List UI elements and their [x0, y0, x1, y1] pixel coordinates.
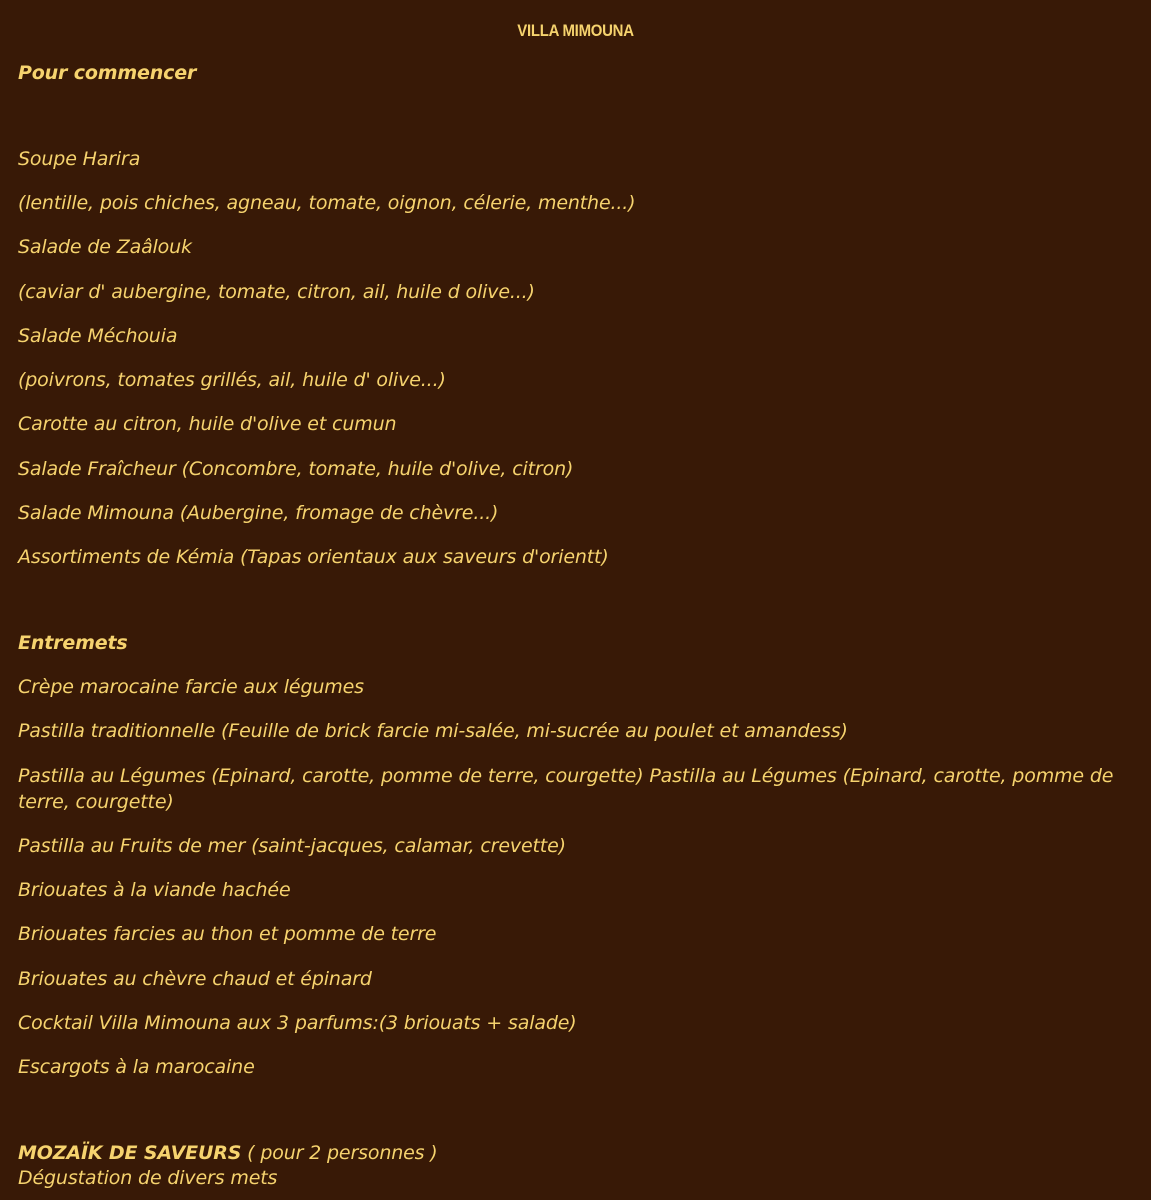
menu-item: Pastilla traditionnelle (Feuille de brick farcie mi-salée, mi-sucrée au poulet et amandess): [18, 720, 848, 742]
menu-item-description: (poivrons, tomates grillés, ail, huile d' olive...): [18, 369, 446, 391]
menu-item: Briouates au chèvre chaud et épinard: [18, 968, 372, 990]
menu-item: Salade Méchouia: [18, 325, 178, 347]
menu-item-description: (caviar d' aubergine, tomate, citron, ail, huile d olive...): [18, 281, 535, 303]
menu-item: Carotte au citron, huile d'olive et cumun: [18, 413, 397, 435]
menu-item: Pastilla au Fruits de mer (saint-jacques, calamar, crevette): [18, 835, 566, 857]
menu-item: Salade Fraîcheur (Concombre, tomate, huile d'olive, citron): [18, 458, 574, 480]
page-title: VILLA MIMOUNA: [517, 21, 634, 40]
section-heading-mozaik: [18, 1140, 1140, 1166]
section-heading-entremets: Entremets: [18, 632, 128, 654]
menu-item: Assortiments de Kémia (Tapas orientaux aux saveurs d'orientt): [18, 546, 609, 568]
menu-item: Briouates à la viande hachée: [18, 879, 291, 901]
menu-item: Cocktail Villa Mimouna aux 3 parfums:(3 briouats + salade): [18, 1012, 577, 1034]
menu-item-description: (lentille, pois chiches, agneau, tomate, oignon, célerie, menthe...): [18, 192, 636, 214]
menu-item: Pastilla au Légumes (Epinard, carotte, pomme de terre, courgette) Pastilla au Légumes (Epinard, carotte, pomme de terre, courgette): [18, 765, 1114, 813]
menu-item: Briouates farcies au thon et pomme de terre: [18, 923, 437, 945]
menu-item: Crèpe marocaine farcie aux légumes: [18, 676, 364, 698]
menu-item: Salade Mimouna (Aubergine, fromage de chèvre...): [18, 502, 499, 524]
section-heading-pour-commencer: Pour commencer: [18, 62, 197, 84]
menu-item: Soupe Harira: [18, 148, 141, 170]
menu-item: Escargots à la marocaine: [18, 1056, 255, 1078]
mozaik-heading-note: ( pour 2 personnes ): [241, 1142, 438, 1164]
menu-item: Salade de Zaâlouk: [18, 236, 192, 258]
mozaik-heading: MOZAÏK DE SAVEURS: [18, 1142, 242, 1164]
mozaik-description: Dégustation de divers mets: [18, 1167, 278, 1189]
